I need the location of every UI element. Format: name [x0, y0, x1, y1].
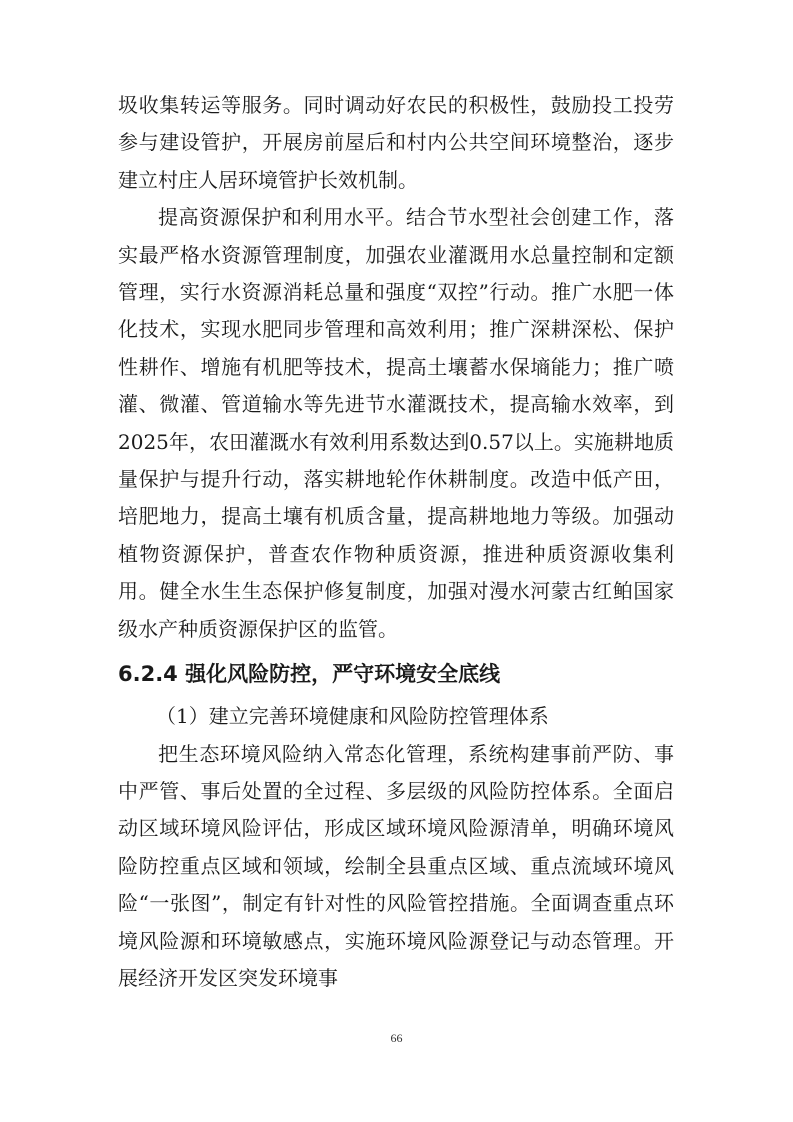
subsection-heading: （1）建立完善环境健康和风险防控管理体系 — [156, 704, 549, 729]
paragraph-resource-protection: 提高资源保护和利用水平。结合节水型社会创建工作，落实最严格水资源管理制度，加强农业灌溉用水总量控制和定额管理，实行水资源消耗总量和强度“双控”行动。推广水肥一体化技术，实现水肥同步管理和高效利用；推广深耕深松、保护性耕作、增施有机肥等技术，提高土壤蓄水保墒能力；推广喷灌、微灌、管道输水等先进节水灌溉技术，提高输水效率，到2025年，农田灌溉水有效利用系数达到0.57以上。实施耕地质量保护与提升行动，落实耕地轮作休耕制度。改造中低产田，培肥地力，提高土壤有机质含量，提高耕地地力等级。加强动植物资源保护，普查农作物种质资源，推进种质资源收集利用。健全水生生态保护修复制度，加强对漫水河蒙古红鲌国家级水产种质资源保护区的监管。 — [118, 205, 674, 641]
paragraph-risk-management: 把生态环境风险纳入常态化管理，系统构建事前严防、事中严管、事后处置的全过程、多层级的风险防控体系。全面启动区域环境风险评估，形成区域环境风险源清单，明确环境风险防控重点区域和领域，绘制全县重点区域、重点流域环境风险“一张图”，制定有针对性的风险管控措施。全面调查重点环境风险源和环境敏感点，实施环境风险源登记与动态管理。开展经济开发区突发环境事 — [118, 741, 674, 990]
section-heading: 6.2.4 强化风险防控，严守环境安全底线 — [118, 662, 501, 687]
page-content — [118, 87, 674, 997]
page-number: 66 — [390, 1031, 403, 1045]
paragraph-rural-environment: 圾收集转运等服务。同时调动好农民的积极性，鼓励投工投劳参与建设管护，开展房前屋后和村内公共空间环境整治，逐步建立村庄人居环境管护长效机制。 — [118, 93, 674, 192]
